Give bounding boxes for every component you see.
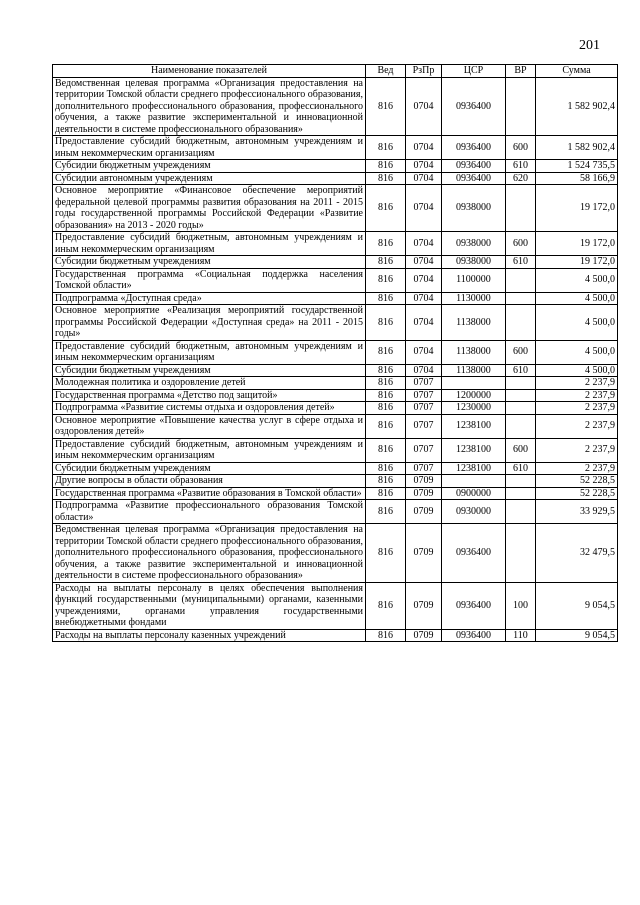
table-row xyxy=(53,500,618,524)
cell-sum: 4 500,0 xyxy=(536,268,618,292)
cell-csr: 0936400 xyxy=(442,160,506,173)
cell-ved: 816 xyxy=(366,462,406,475)
table-row xyxy=(53,364,618,377)
cell-sum: 1 582 902,4 xyxy=(536,77,618,136)
cell-sum: 4 500,0 xyxy=(536,305,618,341)
cell-name: Субсидии бюджетным учреждениям xyxy=(53,364,366,377)
cell-name: Ведомственная целевая программа «Организация предоставления на территории Томской области среднего профессионального образования, дополнительного профессионального образования, профессионального обучения, а также развитие экспериментальной и инновационной деятельности в системе профессионального образования» xyxy=(53,524,366,583)
cell-vr xyxy=(506,389,536,402)
column-header-rzpr: РзПр xyxy=(406,65,442,78)
cell-name: Субсидии автономным учреждениям xyxy=(53,172,366,185)
cell-csr: 1138000 xyxy=(442,340,506,364)
cell-csr: 0936400 xyxy=(442,136,506,160)
cell-ved: 816 xyxy=(366,364,406,377)
cell-sum: 4 500,0 xyxy=(536,292,618,305)
cell-sum: 33 929,5 xyxy=(536,500,618,524)
table-row xyxy=(53,414,618,438)
cell-name: Подпрограмма «Развитие профессионального образования Томской области» xyxy=(53,500,366,524)
cell-ved: 816 xyxy=(366,232,406,256)
cell-name: Субсидии бюджетным учреждениям xyxy=(53,256,366,269)
cell-sum: 19 172,0 xyxy=(536,185,618,232)
cell-name: Молодежная политика и оздоровление детей xyxy=(53,377,366,390)
column-header-csr: ЦСР xyxy=(442,65,506,78)
column-header-ved: Вед xyxy=(366,65,406,78)
table-row xyxy=(53,256,618,269)
cell-vr: 600 xyxy=(506,136,536,160)
cell-rzpr: 0709 xyxy=(406,487,442,500)
cell-ved: 816 xyxy=(366,292,406,305)
cell-vr: 110 xyxy=(506,629,536,642)
cell-vr xyxy=(506,305,536,341)
cell-rzpr: 0704 xyxy=(406,160,442,173)
cell-csr: 1238100 xyxy=(442,462,506,475)
column-header-sum: Сумма xyxy=(536,65,618,78)
cell-sum: 2 237,9 xyxy=(536,377,618,390)
table-row xyxy=(53,582,618,629)
table-row xyxy=(53,524,618,583)
table-row xyxy=(53,136,618,160)
table-row xyxy=(53,462,618,475)
cell-vr: 610 xyxy=(506,160,536,173)
cell-sum: 58 166,9 xyxy=(536,172,618,185)
cell-ved: 816 xyxy=(366,582,406,629)
cell-vr xyxy=(506,292,536,305)
cell-vr xyxy=(506,414,536,438)
cell-name: Основное мероприятие «Повышение качества услуг в сфере отдыха и оздоровления детей» xyxy=(53,414,366,438)
cell-vr: 610 xyxy=(506,256,536,269)
cell-ved: 816 xyxy=(366,377,406,390)
cell-name: Ведомственная целевая программа «Организация предоставления на территории Томской области среднего профессионального образования, дополнительного профессионального образования, профессионального обучения, а также развитие экспериментальной и инновационной деятельности в системе профессионального образования» xyxy=(53,77,366,136)
cell-csr: 1100000 xyxy=(442,268,506,292)
table-row xyxy=(53,232,618,256)
cell-name: Субсидии бюджетным учреждениям xyxy=(53,160,366,173)
cell-ved: 816 xyxy=(366,629,406,642)
cell-csr xyxy=(442,475,506,488)
cell-vr xyxy=(506,268,536,292)
cell-sum: 19 172,0 xyxy=(536,232,618,256)
cell-sum: 1 524 735,5 xyxy=(536,160,618,173)
table-row xyxy=(53,305,618,341)
cell-vr xyxy=(506,524,536,583)
table-row xyxy=(53,377,618,390)
table-row xyxy=(53,268,618,292)
cell-sum: 19 172,0 xyxy=(536,256,618,269)
cell-sum: 2 237,9 xyxy=(536,414,618,438)
cell-vr: 600 xyxy=(506,340,536,364)
column-header-vr: ВР xyxy=(506,65,536,78)
cell-name: Предоставление субсидий бюджетным, автономным учреждениям и иным некоммерческим организациям xyxy=(53,340,366,364)
cell-rzpr: 0707 xyxy=(406,377,442,390)
cell-csr: 1130000 xyxy=(442,292,506,305)
cell-vr xyxy=(506,377,536,390)
cell-rzpr: 0704 xyxy=(406,77,442,136)
table-row xyxy=(53,77,618,136)
cell-rzpr: 0704 xyxy=(406,292,442,305)
cell-csr xyxy=(442,377,506,390)
cell-vr: 610 xyxy=(506,462,536,475)
table-row xyxy=(53,292,618,305)
cell-name: Другие вопросы в области образования xyxy=(53,475,366,488)
cell-csr: 0936400 xyxy=(442,77,506,136)
cell-ved: 816 xyxy=(366,172,406,185)
cell-sum: 2 237,9 xyxy=(536,389,618,402)
cell-rzpr: 0709 xyxy=(406,475,442,488)
cell-name: Государственная программа «Детство под защитой» xyxy=(53,389,366,402)
cell-vr: 620 xyxy=(506,172,536,185)
cell-ved: 816 xyxy=(366,402,406,415)
cell-name: Расходы на выплаты персоналу казенных учреждений xyxy=(53,629,366,642)
cell-vr xyxy=(506,77,536,136)
cell-name: Предоставление субсидий бюджетным, автономным учреждениям и иным некоммерческим организациям xyxy=(53,232,366,256)
cell-vr xyxy=(506,487,536,500)
cell-csr: 0936400 xyxy=(442,172,506,185)
cell-sum: 2 237,9 xyxy=(536,462,618,475)
cell-rzpr: 0709 xyxy=(406,500,442,524)
table-header-row xyxy=(53,65,618,78)
cell-ved: 816 xyxy=(366,500,406,524)
cell-csr: 1230000 xyxy=(442,402,506,415)
cell-name: Основное мероприятие «Финансовое обеспечение мероприятий федеральной целевой программы развития образования на 2011 - 2015 годы государственной программы Российской Федерации «Развитие образования» на 2013 - 2020 годы» xyxy=(53,185,366,232)
cell-rzpr: 0707 xyxy=(406,438,442,462)
cell-sum: 4 500,0 xyxy=(536,364,618,377)
cell-rzpr: 0704 xyxy=(406,185,442,232)
table-row xyxy=(53,389,618,402)
table-row xyxy=(53,629,618,642)
table-row xyxy=(53,340,618,364)
cell-ved: 816 xyxy=(366,305,406,341)
cell-csr: 0936400 xyxy=(442,582,506,629)
cell-ved: 816 xyxy=(366,438,406,462)
cell-csr: 0938000 xyxy=(442,232,506,256)
cell-ved: 816 xyxy=(366,256,406,269)
table-row xyxy=(53,438,618,462)
cell-vr xyxy=(506,185,536,232)
cell-rzpr: 0704 xyxy=(406,136,442,160)
cell-csr: 1238100 xyxy=(442,438,506,462)
cell-rzpr: 0704 xyxy=(406,364,442,377)
cell-rzpr: 0707 xyxy=(406,402,442,415)
cell-sum: 9 054,5 xyxy=(536,629,618,642)
cell-csr: 0936400 xyxy=(442,524,506,583)
cell-ved: 816 xyxy=(366,414,406,438)
table-row xyxy=(53,487,618,500)
cell-vr xyxy=(506,500,536,524)
cell-csr: 0930000 xyxy=(442,500,506,524)
cell-rzpr: 0709 xyxy=(406,524,442,583)
cell-csr: 0938000 xyxy=(442,256,506,269)
cell-name: Государственная программа «Развитие образования в Томской области» xyxy=(53,487,366,500)
cell-vr: 600 xyxy=(506,438,536,462)
cell-csr: 1200000 xyxy=(442,389,506,402)
cell-name: Предоставление субсидий бюджетным, автономным учреждениям и иным некоммерческим организациям xyxy=(53,438,366,462)
cell-ved: 816 xyxy=(366,77,406,136)
cell-csr: 0938000 xyxy=(442,185,506,232)
cell-ved: 816 xyxy=(366,340,406,364)
cell-ved: 816 xyxy=(366,268,406,292)
cell-sum: 9 054,5 xyxy=(536,582,618,629)
cell-rzpr: 0704 xyxy=(406,172,442,185)
cell-rzpr: 0707 xyxy=(406,462,442,475)
cell-rzpr: 0709 xyxy=(406,629,442,642)
cell-rzpr: 0704 xyxy=(406,268,442,292)
table-row xyxy=(53,172,618,185)
cell-name: Государственная программа «Социальная поддержка населения Томской области» xyxy=(53,268,366,292)
cell-vr: 610 xyxy=(506,364,536,377)
table-row xyxy=(53,185,618,232)
cell-ved: 816 xyxy=(366,136,406,160)
budget-table xyxy=(52,64,618,642)
cell-name: Подпрограмма «Доступная среда» xyxy=(53,292,366,305)
cell-name: Субсидии бюджетным учреждениям xyxy=(53,462,366,475)
cell-rzpr: 0709 xyxy=(406,582,442,629)
cell-csr: 0900000 xyxy=(442,487,506,500)
table-row xyxy=(53,475,618,488)
cell-csr: 1238100 xyxy=(442,414,506,438)
cell-csr: 1138000 xyxy=(442,305,506,341)
cell-ved: 816 xyxy=(366,524,406,583)
cell-name: Предоставление субсидий бюджетным, автономным учреждениям и иным некоммерческим организациям xyxy=(53,136,366,160)
cell-ved: 816 xyxy=(366,185,406,232)
cell-name: Основное мероприятие «Реализация мероприятий государственной программы Российской Федерации «Доступная среда» на 2011 - 2015 годы» xyxy=(53,305,366,341)
cell-name: Подпрограмма «Развитие системы отдыха и оздоровления детей» xyxy=(53,402,366,415)
cell-sum: 52 228,5 xyxy=(536,487,618,500)
cell-name: Расходы на выплаты персоналу в целях обеспечения выполнения функций государственными (муниципальными) органами, казенными учреждениями, органами управления государственными внебюджетными фондами xyxy=(53,582,366,629)
table-row xyxy=(53,402,618,415)
cell-rzpr: 0704 xyxy=(406,256,442,269)
cell-sum: 4 500,0 xyxy=(536,340,618,364)
cell-rzpr: 0704 xyxy=(406,340,442,364)
cell-vr: 100 xyxy=(506,582,536,629)
cell-ved: 816 xyxy=(366,487,406,500)
cell-rzpr: 0704 xyxy=(406,232,442,256)
cell-csr: 0936400 xyxy=(442,629,506,642)
page-number: 201 xyxy=(579,38,600,53)
cell-csr: 1138000 xyxy=(442,364,506,377)
cell-rzpr: 0707 xyxy=(406,389,442,402)
cell-sum: 52 228,5 xyxy=(536,475,618,488)
cell-vr xyxy=(506,402,536,415)
cell-ved: 816 xyxy=(366,389,406,402)
cell-rzpr: 0704 xyxy=(406,305,442,341)
table-row xyxy=(53,160,618,173)
cell-vr xyxy=(506,475,536,488)
cell-ved: 816 xyxy=(366,160,406,173)
cell-sum: 2 237,9 xyxy=(536,402,618,415)
cell-vr: 600 xyxy=(506,232,536,256)
cell-sum: 2 237,9 xyxy=(536,438,618,462)
column-header-name: Наименование показателей xyxy=(53,65,366,78)
cell-rzpr: 0707 xyxy=(406,414,442,438)
cell-sum: 32 479,5 xyxy=(536,524,618,583)
cell-sum: 1 582 902,4 xyxy=(536,136,618,160)
cell-ved: 816 xyxy=(366,475,406,488)
